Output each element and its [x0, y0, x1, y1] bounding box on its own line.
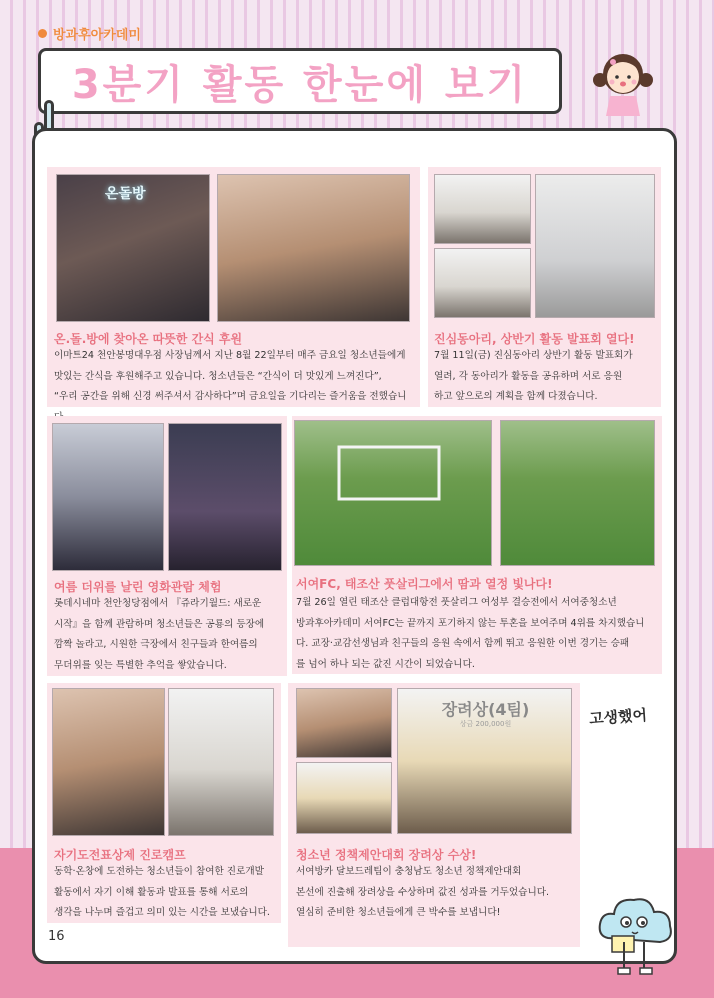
body-line: 7월 26일 열린 태조산 클럽대항전 풋살리그 여성부 결승전에서 서여중청소년 [296, 597, 617, 608]
photo-snack-donation [217, 174, 410, 322]
panel-body [54, 594, 284, 676]
panel-body [434, 346, 660, 408]
girl-character-icon [588, 44, 658, 116]
photo-futsal-match [500, 420, 655, 566]
section-tag [38, 24, 141, 43]
orange-dot-icon [38, 29, 47, 38]
body-line: 동학·온창에 도전하는 청소년들이 참여한 진로개발 [54, 866, 264, 877]
body-line: 열심히 준비한 청소년들에게 큰 박수를 보냅니다! [296, 907, 501, 918]
body-line: 깜짝 놀라고, 시원한 극장에서 친구들과 한여름의 [54, 639, 258, 650]
photo-snack-group [56, 174, 210, 322]
goal-net-icon [295, 421, 492, 566]
body-line: 다. 교장·교감선생님과 친구들의 응원 속에서 함께 뛰고 응원한 이번 경기는 승패 [296, 638, 630, 649]
photo-futsal-team [294, 420, 492, 566]
body-line: 생각을 나누며 즐겁고 의미 있는 시간을 보냈습니다. [54, 907, 270, 918]
photo-club-2 [434, 248, 531, 318]
body-line: 열려, 각 동아리가 활동을 공유하며 서로 응원 [434, 370, 623, 382]
award-banner-text: 장려상(4팀) [441, 700, 530, 719]
body-line: “우리 공간을 위해 신경 써주셔서 감사하다”며 금요일을 기다리는 즐거움을 전했습니 [54, 391, 407, 402]
panel-body [54, 862, 282, 924]
body-line: 서여방카 달보드레팀이 충청남도 청소년 정책제안대회 [296, 866, 522, 877]
photo-career-class [168, 688, 274, 836]
photo-sign-text: 온돌방 [105, 186, 146, 202]
body-line: 본선에 진출해 장려상을 수상하며 값진 성과를 거두었습니다. [296, 886, 550, 898]
body-line: 이마트24 천안봉명대우점 사장님께서 지난 8월 22일부터 매주 금요일 청소년들에게 [54, 350, 406, 361]
body-line: 시작』을 함께 관람하며 청소년들은 공룡의 등장에 [54, 618, 265, 630]
body-line: 7월 11일(금) 진심동아리 상반기 활동 발표회가 [434, 350, 633, 361]
body-line: 활동에서 자기 이해 활동과 발표를 통해 서로의 [54, 886, 249, 898]
panel-heading: 자기도전표상제 진로캠프 [54, 848, 186, 862]
panel-heading: 서여FC, 태조산 풋살리그에서 땀과 열정 빛나다! [296, 577, 553, 591]
photo-policy-team [296, 688, 392, 758]
section-tag-label: 방과후아카데미 [53, 28, 141, 43]
sticker-text: 고생했어 [588, 705, 648, 728]
panel-body [296, 593, 660, 675]
panel-heading: 청소년 정책제안대회 장려상 수상! [296, 848, 477, 862]
panel-heading: 온.돌.방에 찾아온 따뜻한 간식 후원 [54, 332, 243, 346]
body-line: 를 넘어 하나 되는 값진 시간이 되었습니다. [296, 658, 475, 670]
panel-heading: 진심동아리, 상반기 활동 발표회 열다! [434, 332, 635, 346]
body-line: 롯데시네마 천안청당점에서 『쥬라기월드: 새로운 [54, 598, 262, 609]
body-line: 맛있는 간식을 후원해주고 있습니다. 청소년들은 “간식이 더 맛있게 느껴진다”, [54, 370, 382, 382]
photo-career-worksheet [52, 688, 165, 836]
page-number: 16 [48, 929, 65, 944]
photo-policy-screen [296, 762, 392, 834]
body-line: 하고 앞으로의 계획을 함께 다졌습니다. [434, 391, 598, 402]
photo-club-3 [535, 174, 655, 318]
award-sub-text: 상금 200,000원 [459, 720, 512, 728]
photo-policy-award [397, 688, 572, 834]
title-box [38, 48, 562, 114]
body-line: 무더위를 잊는 특별한 추억을 쌓았습니다. [54, 659, 227, 671]
page-title: 3분기 활동 한눈에 보기 [71, 61, 529, 108]
cloud-character-icon [594, 888, 676, 978]
photo-club-1 [434, 174, 531, 244]
photo-movie-theater [52, 423, 164, 571]
panel-heading: 여름 더위를 날린 영화관람 체험 [54, 580, 222, 594]
body-line: 방과후아카데미 서여FC는 끝까지 포기하지 않는 투혼을 보여주며 4위를 차지했습니 [296, 617, 645, 629]
panel-body [296, 862, 578, 924]
photo-movie-group [168, 423, 282, 571]
